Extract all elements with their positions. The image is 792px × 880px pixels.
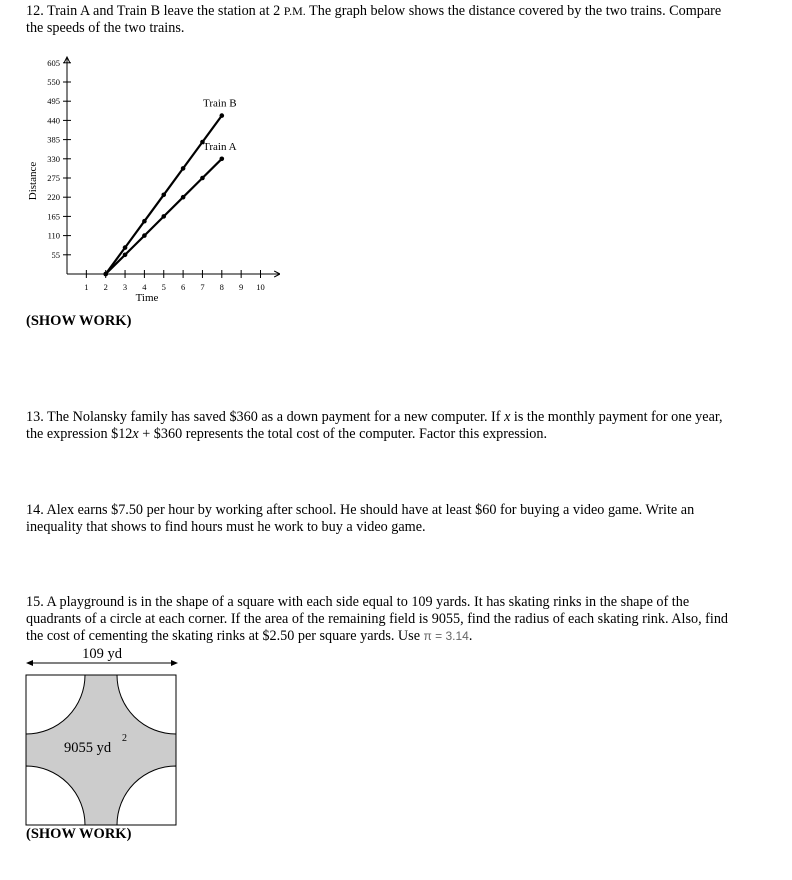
area-exponent: 2 xyxy=(122,733,127,744)
q12-line-1-end: The graph below shows the distance covered by the two trains. Compare xyxy=(305,3,722,19)
series-label-train-a: Train A xyxy=(203,140,237,153)
data-point xyxy=(123,245,128,250)
q12-line-1 xyxy=(26,3,766,20)
y-tick-label: 55 xyxy=(51,249,60,260)
q15-show-work: (SHOW WORK) xyxy=(26,826,132,842)
q14-line-2: inequality that shows to find hours must he work to buy a video game. xyxy=(26,519,426,535)
x-tick-label: 2 xyxy=(103,282,108,292)
chart-axes xyxy=(64,57,280,277)
data-point xyxy=(103,272,108,277)
q12-show-work: (SHOW WORK) xyxy=(26,313,132,329)
y-tick-label: 605 xyxy=(47,57,60,68)
data-point xyxy=(181,195,186,200)
data-point xyxy=(161,193,166,198)
q12-line-2: the speeds of the two trains. xyxy=(26,20,185,36)
q13-line-2 xyxy=(26,426,766,443)
q15-line-1: 15. A playground is in the shape of a square with each side equal to 109 yards. It has skating rinks in the shape of the xyxy=(26,594,690,610)
data-point xyxy=(200,176,205,181)
x-axis-label: Time xyxy=(135,292,159,304)
q15-line-3-end: . xyxy=(468,628,473,644)
question-15-text xyxy=(26,594,766,645)
y-tick-label: 550 xyxy=(47,77,60,87)
x-tick-label: 10 xyxy=(256,282,265,292)
y-tick-label: 110 xyxy=(47,230,60,241)
y-tick-label: 220 xyxy=(47,192,60,203)
x-tick-label: 3 xyxy=(122,282,128,292)
q13-line-1-end: is the monthly payment for one year, xyxy=(510,409,723,425)
y-tick-label: 330 xyxy=(47,153,60,164)
x-tick-label: 8 xyxy=(219,282,224,292)
arrow-left-icon xyxy=(26,660,33,666)
q12-line-1-start: 12. Train A and Train B leave the station at 2 xyxy=(26,3,284,19)
q14-line-1: 14. Alex earns $7.50 per hour by working after school. He should have at least $60 for buying a video game. Write an xyxy=(26,502,695,518)
y-tick-label: 440 xyxy=(47,115,60,126)
x-tick-label: 9 xyxy=(239,282,244,292)
series-label-train-b: Train B xyxy=(203,97,237,110)
q13-line-2-end: + $360 represents the total cost of the computer. Factor this expression. xyxy=(138,426,548,442)
q15-line-2: quadrants of a circle at each corner. If the area of the remaining field is 9055, find the radius of each skating rink. Also, find xyxy=(26,611,729,627)
x-tick-label: 7 xyxy=(200,282,205,292)
x-tick-label: 1 xyxy=(84,282,89,292)
y-tick-label: 275 xyxy=(47,173,60,183)
data-point xyxy=(142,233,147,238)
side-length-label: 109 yd xyxy=(82,646,122,662)
data-point xyxy=(181,166,186,171)
data-point xyxy=(220,113,225,118)
q13-var-x: x xyxy=(504,409,511,425)
question-12-text xyxy=(26,3,766,37)
q15-line-3-start: the cost of cementing the skating rinks at $2.50 per square yards. Use xyxy=(26,628,424,644)
data-point xyxy=(142,219,147,224)
question-14-text xyxy=(26,502,766,536)
q15-pi-value: π = 3.14 xyxy=(423,629,469,643)
q13-line-1 xyxy=(26,409,766,426)
y-tick-label: 495 xyxy=(47,96,60,107)
question-13-text xyxy=(26,409,766,443)
q13-var-x-2: x xyxy=(132,426,139,442)
arrow-right-icon xyxy=(171,660,178,666)
chart-series xyxy=(103,98,236,277)
q13-line-1-start: 13. The Nolansky family has saved $360 as a down payment for a new computer. If xyxy=(26,409,505,425)
y-tick-label: 385 xyxy=(47,134,60,145)
q12-pm: P.M. xyxy=(283,4,306,18)
x-tick-label: 6 xyxy=(180,282,186,292)
data-point xyxy=(123,253,128,258)
x-ticks xyxy=(84,270,265,292)
data-point xyxy=(161,214,166,219)
x-tick-label: 5 xyxy=(161,282,166,292)
data-point xyxy=(220,157,225,162)
y-axis-label: Distance xyxy=(27,161,39,201)
y-tick-label: 165 xyxy=(47,211,60,222)
remaining-area-label: 9055 yd xyxy=(64,740,112,756)
train-distance-chart xyxy=(20,48,280,308)
x-tick-label: 4 xyxy=(142,282,147,292)
playground-diagram xyxy=(22,642,182,832)
q13-line-2-start: the expression $12 xyxy=(26,426,133,442)
